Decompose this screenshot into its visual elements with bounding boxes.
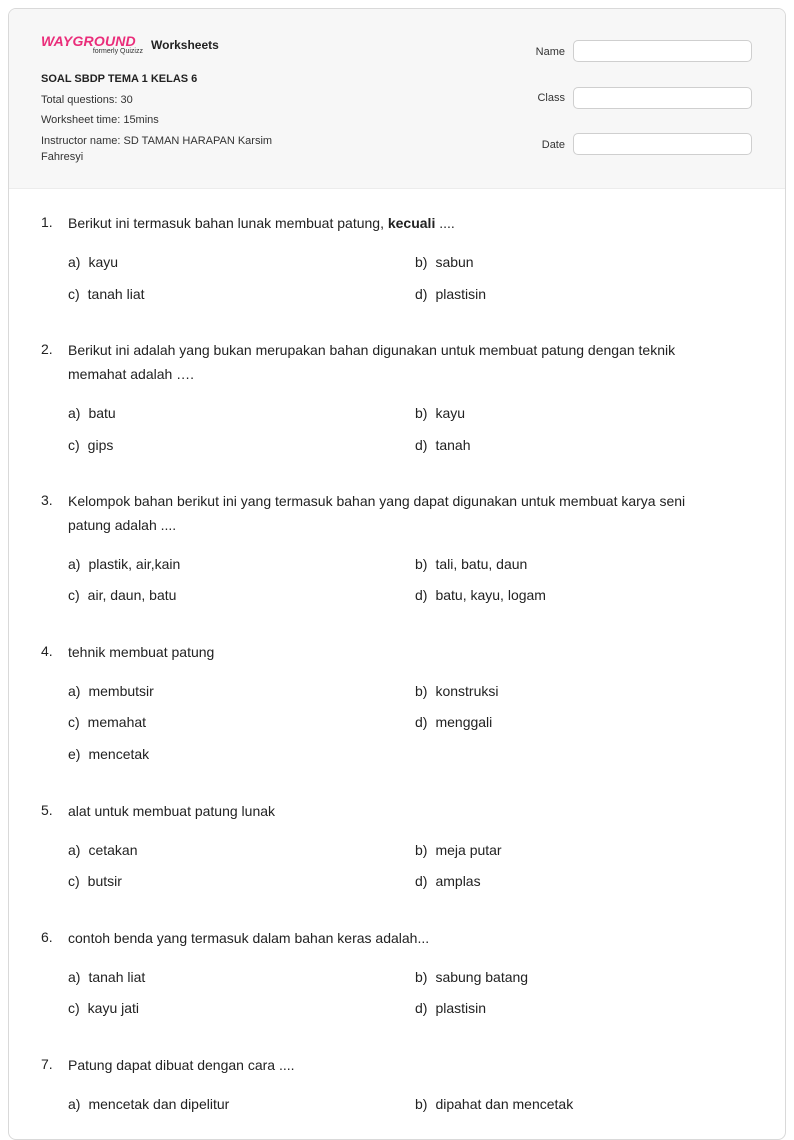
option-d[interactable]: d) batu, kayu, logam xyxy=(415,587,546,603)
option-b[interactable]: b) konstruksi xyxy=(415,683,499,699)
class-field[interactable] xyxy=(573,87,752,109)
option-b[interactable]: b) sabung batang xyxy=(415,969,529,985)
question-number: 7. xyxy=(41,1056,53,1072)
option-d[interactable]: d) plastisin xyxy=(415,1000,487,1016)
option-b[interactable]: b) sabun xyxy=(415,254,474,270)
option-c[interactable]: c) memahat xyxy=(68,714,147,730)
option-a[interactable]: a) cetakan xyxy=(68,842,138,858)
logo-subtitle: formerly Quizizz xyxy=(92,48,143,55)
option-b[interactable]: b) dipahat dan mencetak xyxy=(415,1096,574,1112)
class-label: Class xyxy=(537,92,565,104)
wayground-logo xyxy=(41,33,145,59)
option-c[interactable]: c) tanah liat xyxy=(68,286,145,302)
option-b[interactable]: b) tali, batu, daun xyxy=(415,556,528,572)
option-c[interactable]: c) air, daun, batu xyxy=(68,587,177,603)
option-b[interactable]: b) meja putar xyxy=(415,842,502,858)
option-e[interactable]: e) mencetak xyxy=(68,746,150,762)
date-label: Date xyxy=(541,139,565,151)
question-text: Berikut ini adalah yang bukan merupakan bahan digunakan untuk membuat patung dengan teknik memahat adalah …. xyxy=(68,342,676,382)
worksheet xyxy=(8,8,786,1140)
question-number: 2. xyxy=(41,341,53,357)
name-field[interactable] xyxy=(573,40,752,62)
option-a[interactable]: a) tanah liat xyxy=(68,969,146,985)
option-d[interactable]: d) plastisin xyxy=(415,286,487,302)
worksheet-header xyxy=(9,9,785,189)
option-c[interactable]: c) gips xyxy=(68,437,114,453)
question-number: 4. xyxy=(41,643,53,659)
question-text: alat untuk membuat patung lunak xyxy=(68,803,276,819)
option-c[interactable]: c) butsir xyxy=(68,873,122,889)
option-a[interactable]: a) kayu xyxy=(68,254,119,270)
app-title: Worksheets xyxy=(151,38,219,52)
name-label: Name xyxy=(535,46,565,58)
question-text xyxy=(68,211,728,235)
question-text: contoh benda yang termasuk dalam bahan keras adalah... xyxy=(68,930,430,946)
date-field[interactable] xyxy=(573,133,752,155)
question-text: Kelompok bahan berikut ini yang termasuk bahan yang dapat digunakan untuk membuat karya seni patung adalah .... xyxy=(68,493,686,533)
instructor-name: Instructor name: SD TAMAN HARAPAN Karsim Fahresyi xyxy=(41,135,273,163)
option-a[interactable]: a) batu xyxy=(68,405,116,421)
question-text-emphasis: kecuali xyxy=(387,215,436,231)
option-d[interactable]: d) menggali xyxy=(415,714,493,730)
option-a[interactable]: a) membutsir xyxy=(68,683,154,699)
option-b[interactable]: b) kayu xyxy=(415,405,466,421)
total-questions: Total questions: 30 xyxy=(41,94,133,106)
option-d[interactable]: d) amplas xyxy=(415,873,481,889)
worksheet-title: SOAL SBDP TEMA 1 KELAS 6 xyxy=(41,73,198,85)
option-c[interactable]: c) kayu jati xyxy=(68,1000,140,1016)
question-number: 1. xyxy=(41,214,53,230)
question-number: 5. xyxy=(41,802,53,818)
question-text: tehnik membuat patung xyxy=(68,644,215,660)
question-text-tail: .... xyxy=(435,215,455,231)
option-a[interactable]: a) plastik, air,kain xyxy=(68,556,181,572)
logo-wordmark: WAYGROUND xyxy=(41,33,136,49)
option-d[interactable]: d) tanah xyxy=(415,437,471,453)
question-number: 3. xyxy=(41,492,53,508)
question-number: 6. xyxy=(41,929,53,945)
question-text-main: Berikut ini termasuk bahan lunak membuat patung, xyxy=(68,215,388,231)
option-a[interactable]: a) mencetak dan dipelitur xyxy=(68,1096,230,1112)
worksheet-time: Worksheet time: 15mins xyxy=(41,114,159,126)
question-text: Patung dapat dibuat dengan cara .... xyxy=(68,1057,295,1073)
